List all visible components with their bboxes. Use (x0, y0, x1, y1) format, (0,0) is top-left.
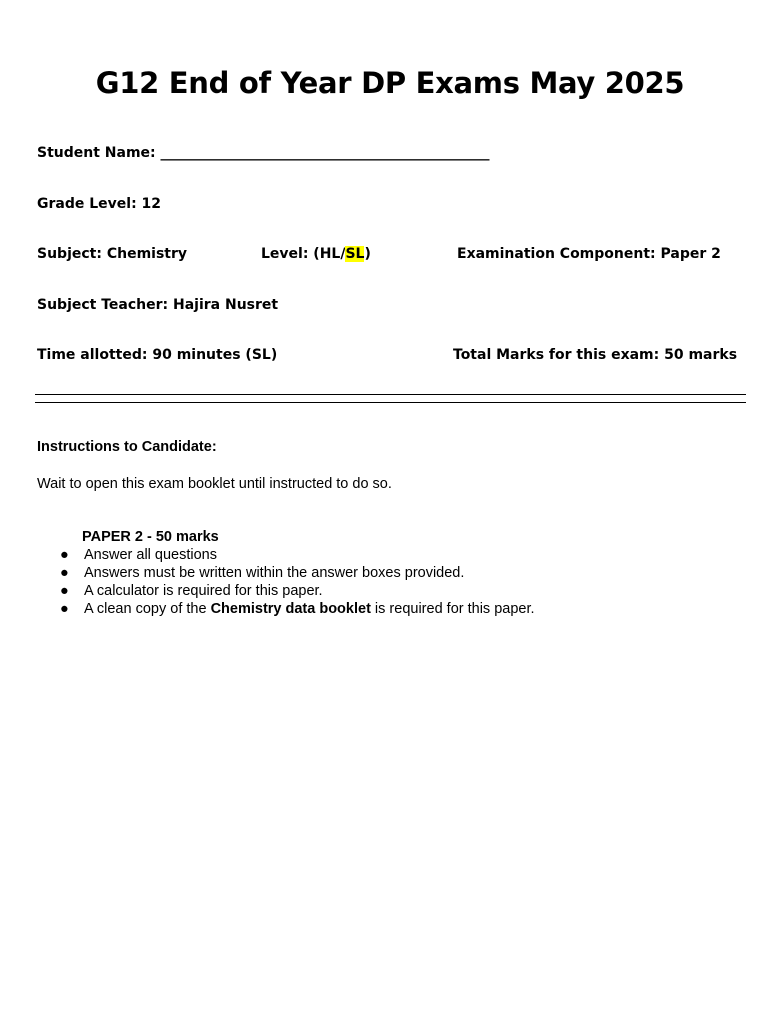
bullet-icon: ● (60, 547, 69, 563)
subject-teacher-field: Subject Teacher: Hajira Nusret (37, 297, 279, 313)
exam-component-field: Examination Component: Paper 2 (457, 246, 721, 262)
bullet-icon: ● (60, 565, 69, 581)
instruction-list (60, 546, 535, 618)
exam-title: G12 End of Year DP Exams May 2025 (95, 66, 685, 100)
bullet-icon: ● (60, 583, 69, 599)
list-item: ● A calculator is required for this paper. (60, 583, 323, 599)
instructions-heading: Instructions to Candidate: (37, 439, 217, 455)
divider-top (35, 394, 746, 395)
student-name-field: Student Name: _______________________________________________ (37, 145, 490, 161)
grade-level-field: Grade Level: 12 (37, 196, 162, 212)
bullet-icon: ● (60, 601, 69, 617)
divider-bottom (35, 402, 746, 403)
time-allotted-field: Time allotted: 90 minutes (SL) (37, 347, 278, 363)
list-item: ● A clean copy of the Chemistry data booklet is required for this paper. (60, 601, 535, 617)
level-highlight: SL (345, 246, 365, 262)
data-booklet-emphasis: Chemistry data booklet (210, 601, 371, 617)
wait-instruction: Wait to open this exam booklet until instructed to do so. (37, 476, 392, 492)
subject-field: Subject: Chemistry (37, 246, 188, 262)
paper-heading: PAPER 2 - 50 marks (82, 529, 219, 545)
level-suffix: ) (364, 246, 371, 262)
level-prefix: Level: (HL/ (261, 246, 346, 262)
total-marks-field: Total Marks for this exam: 50 marks (453, 347, 738, 363)
list-item: ● Answer all questions (60, 547, 217, 563)
list-item: ● Answers must be written within the answer boxes provided. (60, 565, 465, 581)
level-field (261, 246, 371, 262)
